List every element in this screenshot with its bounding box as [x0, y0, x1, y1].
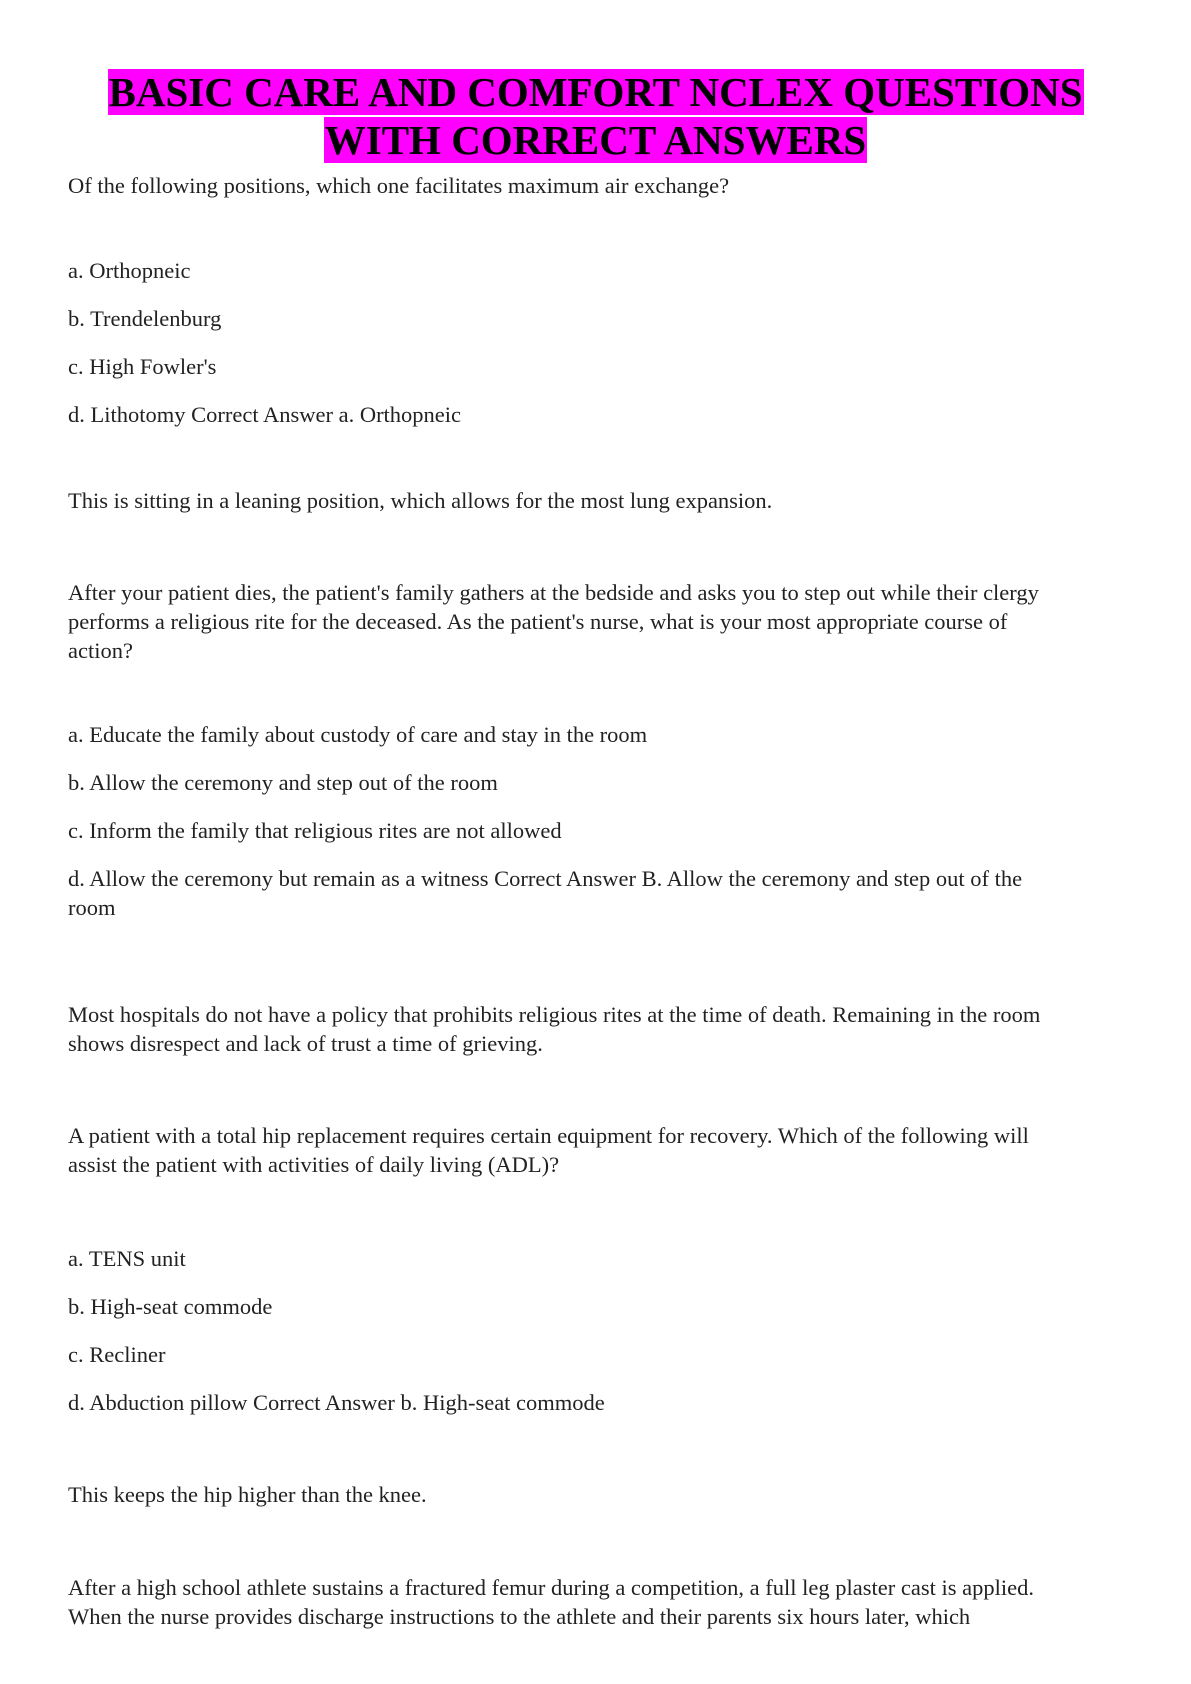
q2-option-d-line-2: room: [68, 895, 116, 920]
title-line-2: WITH CORRECT ANSWERS: [324, 117, 867, 163]
q1-option-d: d. Lithotomy Correct Answer a. Orthopneic: [68, 402, 462, 427]
q2-question-line-2: performs a religious rite for the deceased. As the patient's nurse, what is your most appropriate course of: [68, 609, 1008, 634]
q1-option-c: c. High Fowler's: [68, 354, 217, 379]
q2-option-c: c. Inform the family that religious rites are not allowed: [68, 818, 562, 843]
q1-option-a: a. Orthopneic: [68, 258, 191, 283]
q2-option-d-line-1: d. Allow the ceremony but remain as a witness Correct Answer B. Allow the ceremony and step out of the: [68, 866, 1023, 891]
q2-option-b: b. Allow the ceremony and step out of the room: [68, 770, 498, 795]
q2-rationale-line-1: Most hospitals do not have a policy that prohibits religious rites at the time of death. Remaining in the room: [68, 1002, 1041, 1027]
q1-option-b: b. Trendelenburg: [68, 306, 222, 331]
q3-option-c: c. Recliner: [68, 1342, 166, 1367]
q3-question-line-1: A patient with a total hip replacement requires certain equipment for recovery. Which of the following will: [68, 1123, 1029, 1148]
q3-option-d: d. Abduction pillow Correct Answer b. High-seat commode: [68, 1390, 605, 1415]
q3-option-b: b. High-seat commode: [68, 1294, 273, 1319]
q3-option-a: a. TENS unit: [68, 1246, 186, 1271]
q1-question: Of the following positions, which one facilitates maximum air exchange?: [68, 173, 730, 198]
title-line-1: BASIC CARE AND COMFORT NCLEX QUESTIONS: [108, 69, 1083, 115]
q4-question-line-2: When the nurse provides discharge instructions to the athlete and their parents six hours later, which: [68, 1604, 971, 1629]
q3-question-line-2: assist the patient with activities of daily living (ADL)?: [68, 1152, 560, 1177]
q2-rationale-line-2: shows disrespect and lack of trust a time of grieving.: [68, 1031, 543, 1056]
q1-rationale: This is sitting in a leaning position, which allows for the most lung expansion.: [68, 488, 773, 513]
q2-option-a: a. Educate the family about custody of care and stay in the room: [68, 722, 648, 747]
q4-question-line-1: After a high school athlete sustains a fractured femur during a competition, a full leg plaster cast is applied.: [68, 1575, 1034, 1600]
document-title: [0, 68, 1191, 164]
q2-question-line-3: action?: [68, 638, 133, 663]
q2-question-line-1: After your patient dies, the patient's family gathers at the bedside and asks you to step out while their clergy: [68, 580, 1039, 605]
q3-rationale: This keeps the hip higher than the knee.: [68, 1482, 427, 1507]
